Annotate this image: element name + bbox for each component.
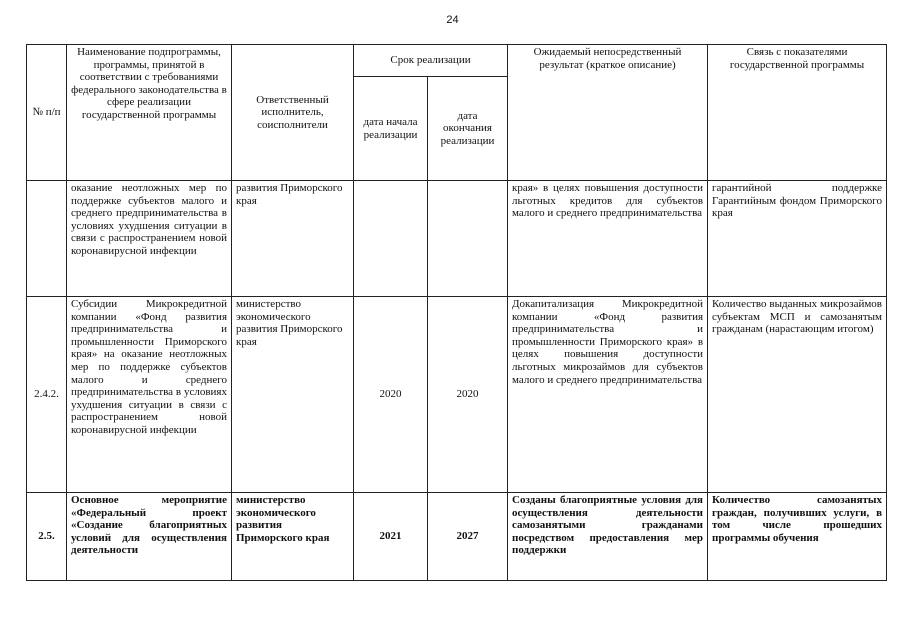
header-end: дата окончания реализации xyxy=(428,77,508,181)
header-responsible: Ответственный исполнитель, соисполнители xyxy=(232,45,354,181)
table-row xyxy=(27,493,887,581)
row-end: 2020 xyxy=(428,297,508,493)
row-responsible: развития Приморского края xyxy=(232,181,354,297)
row-link: гарантийной поддержке Гарантийным фондом Приморского края xyxy=(708,181,887,297)
row-end xyxy=(428,181,508,297)
header-num: № п/п xyxy=(27,45,67,181)
header-link: Связь с показателями государственной программы xyxy=(708,45,887,181)
row-start xyxy=(354,181,428,297)
row-name: оказание неотложных мер по поддержке субъектов малого и среднего предпринимательства в условиях ухудшения ситуации в связи с распространением новой коронавирусной инфекции xyxy=(67,181,232,297)
row-result: Докапитализация Микрокредитной компании «Фонд развития предпринимательства и промышленности Приморского края» в целях повышения доступности льготных микрозаймов для субъектов малого и среднего предпринимательства xyxy=(508,297,708,493)
row-start: 2021 xyxy=(354,493,428,581)
row-link: Количество самозанятых граждан, получивших услуги, в том числе прошедших программы обучения xyxy=(708,493,887,581)
row-result: края» в целях повышения доступности льготных кредитов для субъектов малого и среднего предпринимательства xyxy=(508,181,708,297)
row-responsible: министерство экономического развития Приморского края xyxy=(232,297,354,493)
row-name: Субсидии Микрокредитной компании «Фонд развития предпринимательства и промышленности Приморского края» на оказание неотложных мер по поддержке субъектов малого и среднего предпринимательства в условиях ухудшения ситуации в связи с распространением новой коронавирусной инфекции xyxy=(67,297,232,493)
row-name: Основное мероприятие «Федеральный проект «Создание благоприятных условий для осуществления деятельности xyxy=(67,493,232,581)
page-number: 24 xyxy=(446,14,459,26)
header-period: Срок реализации xyxy=(354,45,508,77)
header-start: дата начала реализации xyxy=(354,77,428,181)
program-table xyxy=(26,44,887,581)
row-start: 2020 xyxy=(354,297,428,493)
table-row xyxy=(27,181,887,297)
row-end: 2027 xyxy=(428,493,508,581)
header-name: Наименование подпрограммы, программы, принятой в соответствии с требованиями федерального законодательства в сфере реализации государственной программы xyxy=(67,45,232,181)
row-result: Созданы благоприятные условия для осуществления деятельности самозанятыми гражданами посредством предоставления мер поддержки xyxy=(508,493,708,581)
row-link: Количество выданных микрозаймов субъектам МСП и самозанятым гражданам (нарастающим итогом) xyxy=(708,297,887,493)
table-row xyxy=(27,297,887,493)
row-responsible: министерство экономического развития Приморского края xyxy=(232,493,354,581)
header-result: Ожидаемый непосредственный результат (краткое описание) xyxy=(508,45,708,181)
row-num: 2.4.2. xyxy=(27,297,67,493)
row-num: 2.5. xyxy=(27,493,67,581)
row-num xyxy=(27,181,67,297)
